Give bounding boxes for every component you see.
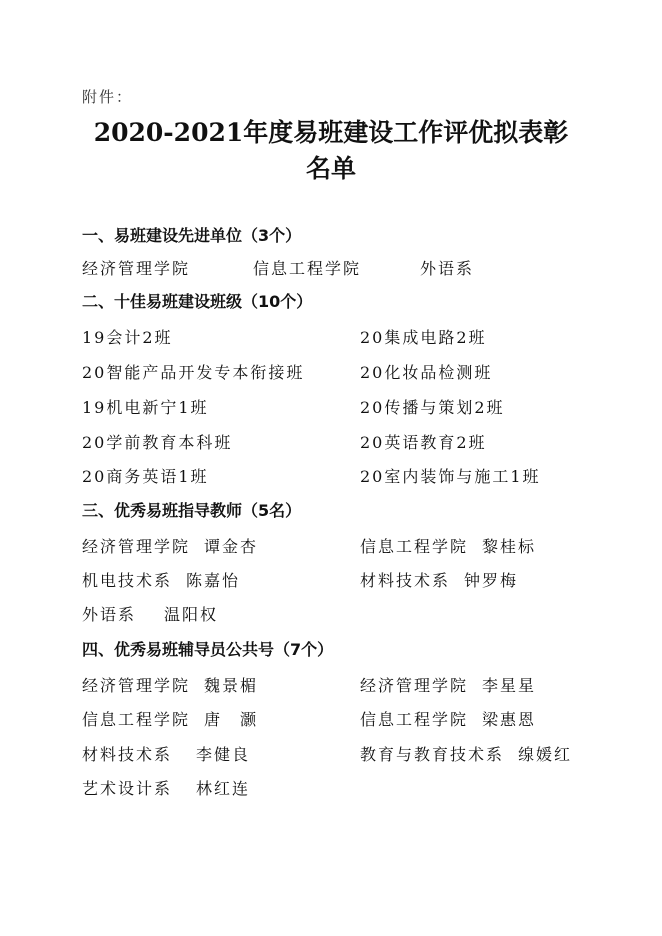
- class-item: 20化妆品检测班: [360, 363, 493, 382]
- account-item: [82, 779, 250, 799]
- class-item: 20英语教育2班: [360, 433, 487, 452]
- teacher-item: [82, 571, 240, 591]
- unit: 材料技术系: [82, 745, 173, 764]
- class-item: 19机电新宁1班: [82, 398, 209, 417]
- unit-item: 经济管理学院: [82, 259, 191, 278]
- unit-item: 外语系: [420, 259, 475, 278]
- person-name: 李星星: [482, 676, 537, 695]
- unit: 材料技术系: [360, 571, 451, 590]
- unit: 信息工程学院: [360, 537, 469, 556]
- person-name: 林红连: [196, 779, 251, 798]
- unit: 经济管理学院: [360, 676, 469, 695]
- person-name: 李健良: [196, 745, 251, 764]
- document-title-line1: 2020-2021年度易班建设工作评优拟表彰: [93, 118, 569, 147]
- teacher-item: [82, 605, 218, 625]
- class-item: 20传播与策划2班: [360, 398, 505, 417]
- unit: 艺术设计系: [82, 779, 173, 798]
- section-4-heading: 四、优秀易班辅导员公共号（7个）: [82, 640, 334, 659]
- unit: 机电技术系: [82, 571, 173, 590]
- document-title-line2: 名单: [305, 154, 356, 183]
- class-item: 19会计2班: [82, 328, 173, 347]
- section-2-heading: 二、十佳易班建设班级（10个）: [82, 292, 313, 311]
- unit: 外语系: [82, 605, 137, 624]
- class-item: 20室内装饰与施工1班: [360, 467, 541, 486]
- person-name: 黎桂标: [482, 537, 537, 556]
- person-name: 缐媛红: [518, 745, 573, 764]
- teacher-item: [360, 571, 518, 591]
- person-name: 唐 灏: [204, 710, 259, 729]
- section-3-heading: 三、优秀易班指导教师（5名）: [82, 501, 302, 520]
- unit: 经济管理学院: [82, 676, 191, 695]
- unit: 教育与教育技术系: [360, 745, 505, 764]
- class-item: 20商务英语1班: [82, 467, 209, 486]
- class-item: 20智能产品开发专本衔接班: [82, 363, 305, 382]
- teacher-item: [82, 537, 258, 557]
- person-name: 梁惠恩: [482, 710, 537, 729]
- class-item: 20学前教育本科班: [82, 433, 233, 452]
- person-name: 钟罗梅: [464, 571, 519, 590]
- account-item: [82, 676, 258, 696]
- section-1-heading: 一、易班建设先进单位（3个）: [82, 226, 302, 245]
- unit: 信息工程学院: [360, 710, 469, 729]
- account-item: [360, 710, 536, 730]
- unit-item: 信息工程学院: [253, 259, 362, 278]
- teacher-item: [360, 537, 536, 557]
- account-item: [360, 676, 536, 696]
- account-item: [82, 710, 258, 730]
- person-name: 陈嘉怡: [186, 571, 241, 590]
- account-item: [360, 745, 572, 765]
- account-item: [82, 745, 250, 765]
- person-name: 温阳权: [164, 605, 219, 624]
- person-name: 谭金杏: [204, 537, 259, 556]
- person-name: 魏景楣: [204, 676, 259, 695]
- class-item: 20集成电路2班: [360, 328, 487, 347]
- attachment-label: 附件：: [82, 88, 134, 106]
- unit: 信息工程学院: [82, 710, 191, 729]
- unit: 经济管理学院: [82, 537, 191, 556]
